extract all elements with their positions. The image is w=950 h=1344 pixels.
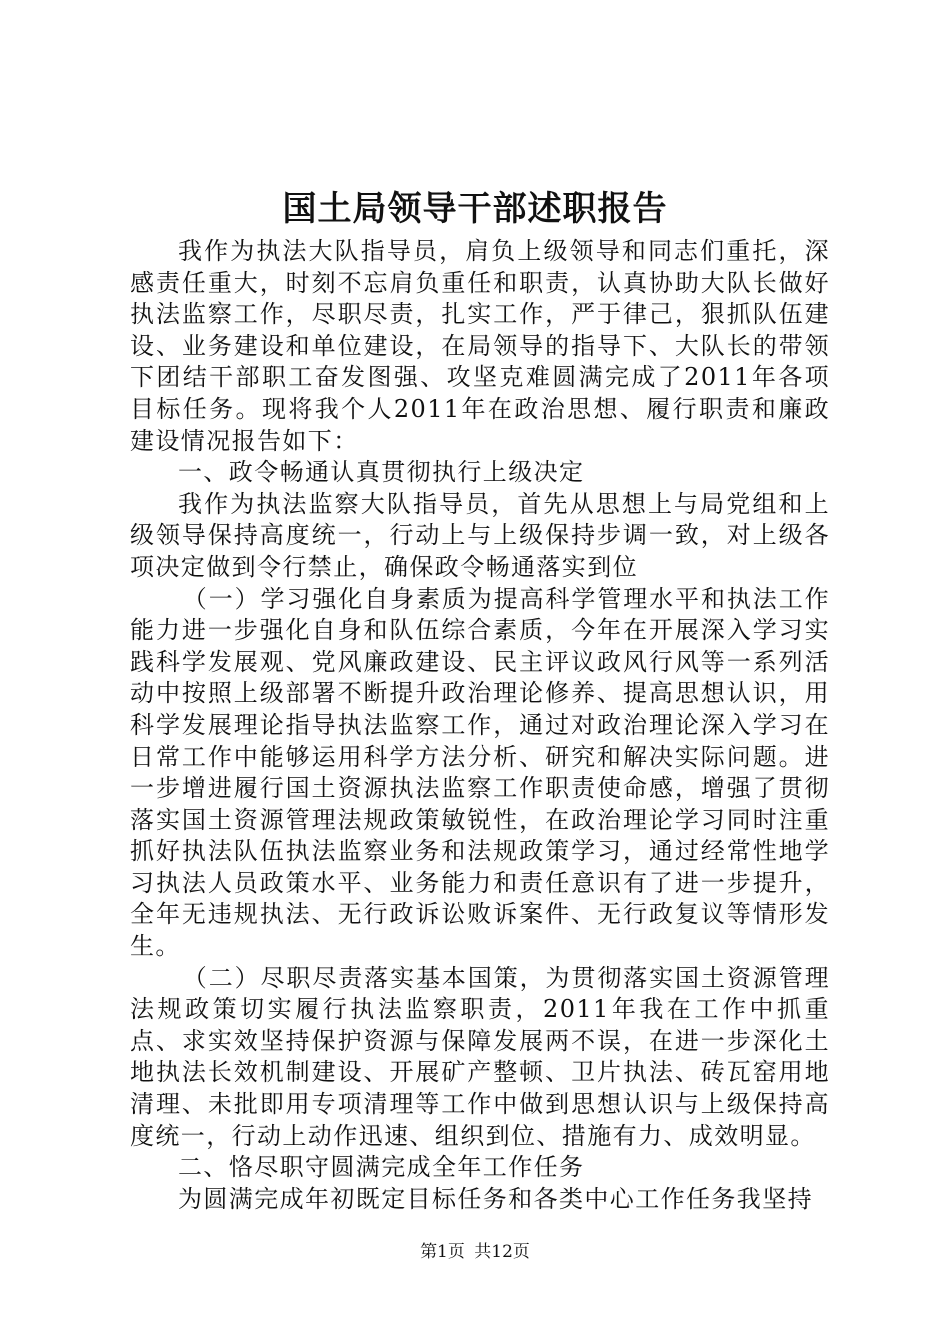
section-heading-1: 一、政令畅通认真贯彻执行上级决定	[178, 458, 585, 487]
paragraph-section-2: 为圆满完成年初既定目标任务和各类中心工作任务我坚持	[178, 1184, 813, 1213]
document-body	[130, 236, 830, 1215]
page-footer	[0, 1240, 950, 1264]
paragraph-intro: 我作为执法大队指导员，肩负上级领导和同志们重托，深感责任重大，时刻不忘肩负重任和职责，认真协助大队长做好执法监察工作，尽职尽责，扎实工作，严于律己，狠抓队伍建设、业务建设和单位建设，在局领导的指导下、大队长的带领下团结干部职工奋发图强、攻坚克难圆满完成了2011年各项目标任务。现将我个人2011年在政治思想、履行职责和廉政建设情况报告如下：	[130, 237, 830, 455]
document-title: 国土局领导干部述职报告	[282, 189, 668, 229]
paragraph-section-1: 我作为执法监察大队指导员，首先从思想上与局党组和上级领导保持高度统一，行动上与上级保持步调一致，对上级各项决定做到令行禁止，确保政令畅通落实到位	[130, 489, 830, 581]
section-heading-2: 二、恪尽职守圆满完成全年工作任务	[178, 1153, 585, 1182]
paragraph-subsection-2: （二）尽职尽责落实基本国策，为贯彻落实国土资源管理法规政策切实履行执法监察职责，2011年我在工作中抓重点、求实效坚持保护资源与保障发展两不误，在进一步深化土地执法长效机制建设、开展矿产整顿、卫片执法、砖瓦窑用地清理、未批即用专项清理等工作中做到思想认识与上级保持高度统一，行动上动作迅速、组织到位、措施有力、成效明显。	[130, 963, 830, 1150]
page-number: 第1页	[420, 1242, 465, 1262]
page-total: 共12页	[474, 1242, 530, 1262]
paragraph-subsection-1: （一）学习强化自身素质为提高科学管理水平和执法工作能力进一步强化自身和队伍综合素质，今年在开展深入学习实践科学发展观、党风廉政建设、民主评议政风行风等一系列活动中按照上级部署不断提升政治理论修养、提高思想认识，用科学发展理论指导执法监察工作，通过对政治理论深入学习在日常工作中能够运用科学方法分析、研究和解决实际问题。进一步增进履行国土资源执法监察工作职责使命感，增强了贯彻落实国土资源管理法规政策敏锐性，在政治理论学习同时注重抓好执法队伍执法监察业务和法规政策学习，通过经常性地学习执法人员政策水平、业务能力和责任意识有了进一步提升，全年无违规执法、无行政诉讼败诉案件、无行政复议等情形发生。	[130, 584, 830, 961]
